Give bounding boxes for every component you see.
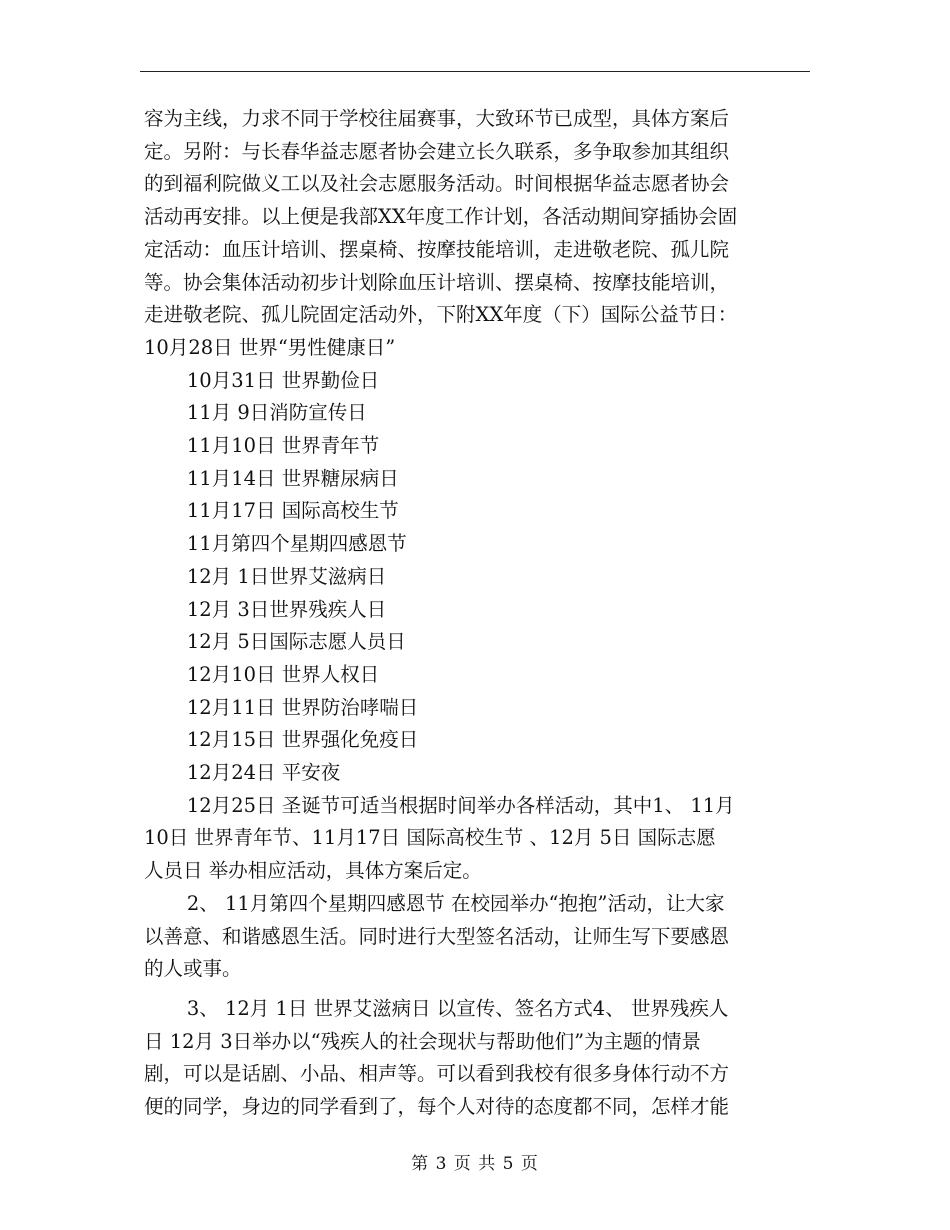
holiday-item: 12月 5日国际志愿人员日 [186,630,406,654]
paragraph-2-line: 的人或事。 [144,957,242,981]
paragraph-3-line: 便的同学，身边的同学看到了，每个人对待的态度都不同，怎样才能 [144,1095,730,1119]
holiday-item: 11月第四个星期四感恩节 [186,532,407,556]
holiday-item: 12月15日 世界强化免疫日 [186,728,419,752]
header-rule [140,71,810,72]
holiday-item: 11月17日 国际高校生节 [186,499,399,523]
intro-line: 定活动：血压计培训、摆桌椅、按摩技能培训，走进敬老院、孤儿院 [144,237,730,261]
page-number: 第 3 页 共 5 页 [411,1154,539,1174]
document-body [144,103,810,1124]
intro-line: 定。另附：与长春华益志愿者协会建立长久联系，多争取参加其组织 [144,139,730,163]
intro-line: 的到福利院做义工以及社会志愿服务活动。时间根据华益志愿者协会 [144,172,730,196]
paragraph-1-line: 12月25日 圣诞节可适当根据时间举办各样活动，其中1、 11月 [186,793,735,817]
holiday-item: 12月11日 世界防治哮喘日 [186,695,419,719]
intro-line: 走进敬老院、孤儿院固定活动外，下附XX年度（下）国际公益节日： [144,303,738,327]
holiday-item: 12月 1日世界艾滋病日 [186,564,387,588]
paragraph-2-line: 2、 11月第四个星期四感恩节 在校园举办“抱抱”活动，让大家 [186,891,725,915]
paragraph-1-line: 10日 世界青年节、11月17日 国际高校生节 、12月 5日 国际志愿 [144,826,716,850]
intro-line: 容为主线，力求不同于学校往届赛事，大致环节已成型，具体方案后 [144,107,730,130]
holiday-item: 12月24日 平安夜 [186,761,341,785]
holiday-item: 10月31日 世界勤俭日 [186,368,380,392]
intro-line: 活动再安排。以上便是我部XX年度工作计划，各活动期间穿插协会固 [144,205,738,229]
holiday-item: 12月 3日世界残疾人日 [186,597,387,621]
holiday-item: 11月14日 世界糖尿病日 [186,466,399,490]
holiday-item: 11月10日 世界青年节 [186,434,380,458]
paragraph-3-line: 3、 12月 1日 世界艾滋病日 以宣传、签名方式4、 世界残疾人 [186,996,729,1020]
intro-line: 10月28日 世界“男性健康日” [144,335,396,359]
paragraph-2-line: 以善意、和谐感恩生活。同时进行大型签名活动，让师生写下要感恩 [144,924,730,948]
intro-line: 等。协会集体活动初步计划除血压计培训、摆桌椅、按摩技能培训， [144,270,730,294]
paragraph-3-line: 日 12月 3日举办以“残疾人的社会现状与帮助他们”为主题的情景 [144,1029,702,1053]
paragraph-3-line: 剧，可以是话剧、小品、相声等。可以看到我校有很多身体行动不方 [144,1062,730,1086]
holiday-item: 11月 9日消防宣传日 [186,401,367,425]
paragraph-1-line: 人员日 举办相应活动，具体方案后定。 [144,859,482,883]
holiday-item: 12月10日 世界人权日 [186,662,380,686]
